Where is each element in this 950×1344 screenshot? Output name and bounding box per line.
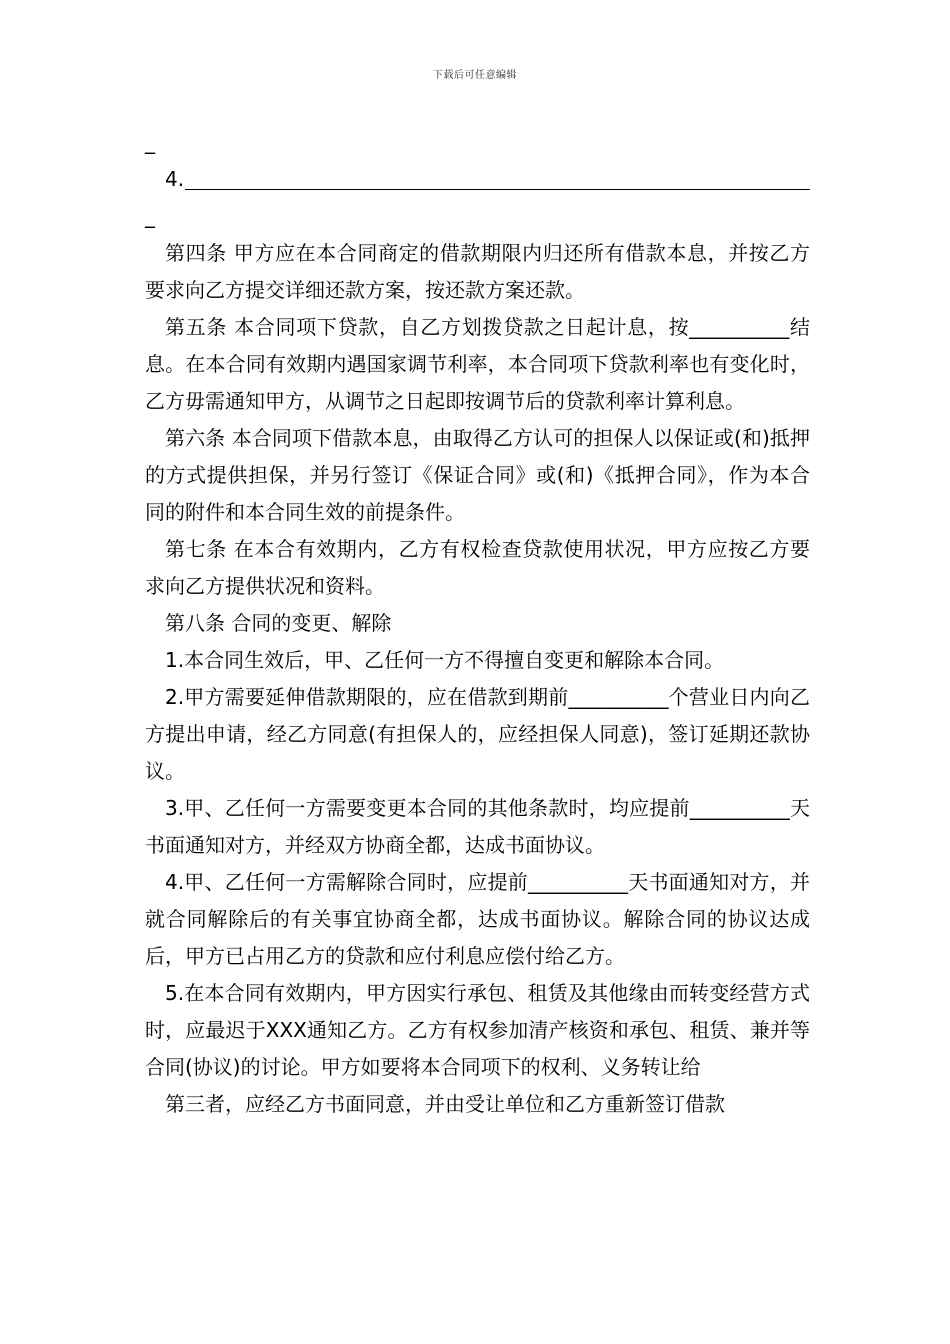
article-8-clause-3: 3.甲、乙任何一方需要变更本合同的其他条款时，均应提前__________天书面通知对方，并经双方协商全都，达成书面协议。 (145, 796, 810, 857)
article-8-clause-5: 5.在本合同有效期内，甲方因实行承包、租赁及其他缘由而转变经营方式时，应最迟于XXX通知乙方。乙方有权参加清产核资和承包、租赁、兼并等合同(协议)的讨论。甲方如要将本合同项下的权利、义务转让给 (145, 981, 810, 1079)
article-8-clause-4: 4.甲、乙任何一方需解除合同时，应提前__________天书面通知对方，并就合同解除后的有关事宜协商全都，达成书面协议。解除合同的协议达成后，甲方已占用乙方的贷款和应付利息应偿付给乙方。 (145, 870, 810, 968)
leading-dash-line (145, 124, 810, 161)
article-8-clause-2: 2.甲方需要延伸借款期限的，应在借款到期前__________个营业日内向乙方提出申请，经乙方同意(有担保人的，应经担保人同意)，签订延期还款协议。 (145, 685, 810, 783)
leading-dash: _ (145, 130, 155, 154)
item-4-number: 4. (165, 167, 185, 191)
article-8-clause-1: 1.本合同生效后，甲、乙任何一方不得擅自变更和解除本合同。 (165, 648, 725, 672)
document-body (145, 124, 810, 1123)
item-4-blank-line (145, 161, 810, 198)
article-5-paragraph: 第五条 本合同项下贷款，自乙方划拨贷款之日起计息，按__________结息。在本合同有效期内遇国家调节利率，本合同项下贷款利率也有变化时，乙方毋需通知甲方，从调节之日起即按调节后的贷款利率计算利息。 (145, 315, 810, 413)
page-header: 下载后可任意编辑 (433, 70, 517, 81)
article-6-paragraph: 第六条 本合同项下借款本息，由取得乙方认可的担保人以保证或(和)抵押的方式提供担保，并另行签订《保证合同》或(和)《抵押合同》，作为本合同的附件和本合同生效的前提条件。 (145, 426, 810, 524)
article-8-heading: 第八条 合同的变更、解除 (165, 611, 392, 635)
article-4-paragraph: 第四条 甲方应在本合同商定的借款期限内归还所有借款本息，并按乙方要求向乙方提交详细还款方案，按还款方案还款。 (145, 241, 810, 302)
trailing-dash: _ (145, 204, 155, 228)
third-party-paragraph: 第三者，应经乙方书面同意，并由受让单位和乙方重新签订借款 (165, 1092, 725, 1116)
article-7-paragraph: 第七条 在本合有效期内，乙方有权检查贷款使用状况，甲方应按乙方要求向乙方提供状况和资料。 (145, 537, 810, 598)
trailing-dash-line (145, 198, 810, 235)
item-4-underline (185, 189, 810, 190)
